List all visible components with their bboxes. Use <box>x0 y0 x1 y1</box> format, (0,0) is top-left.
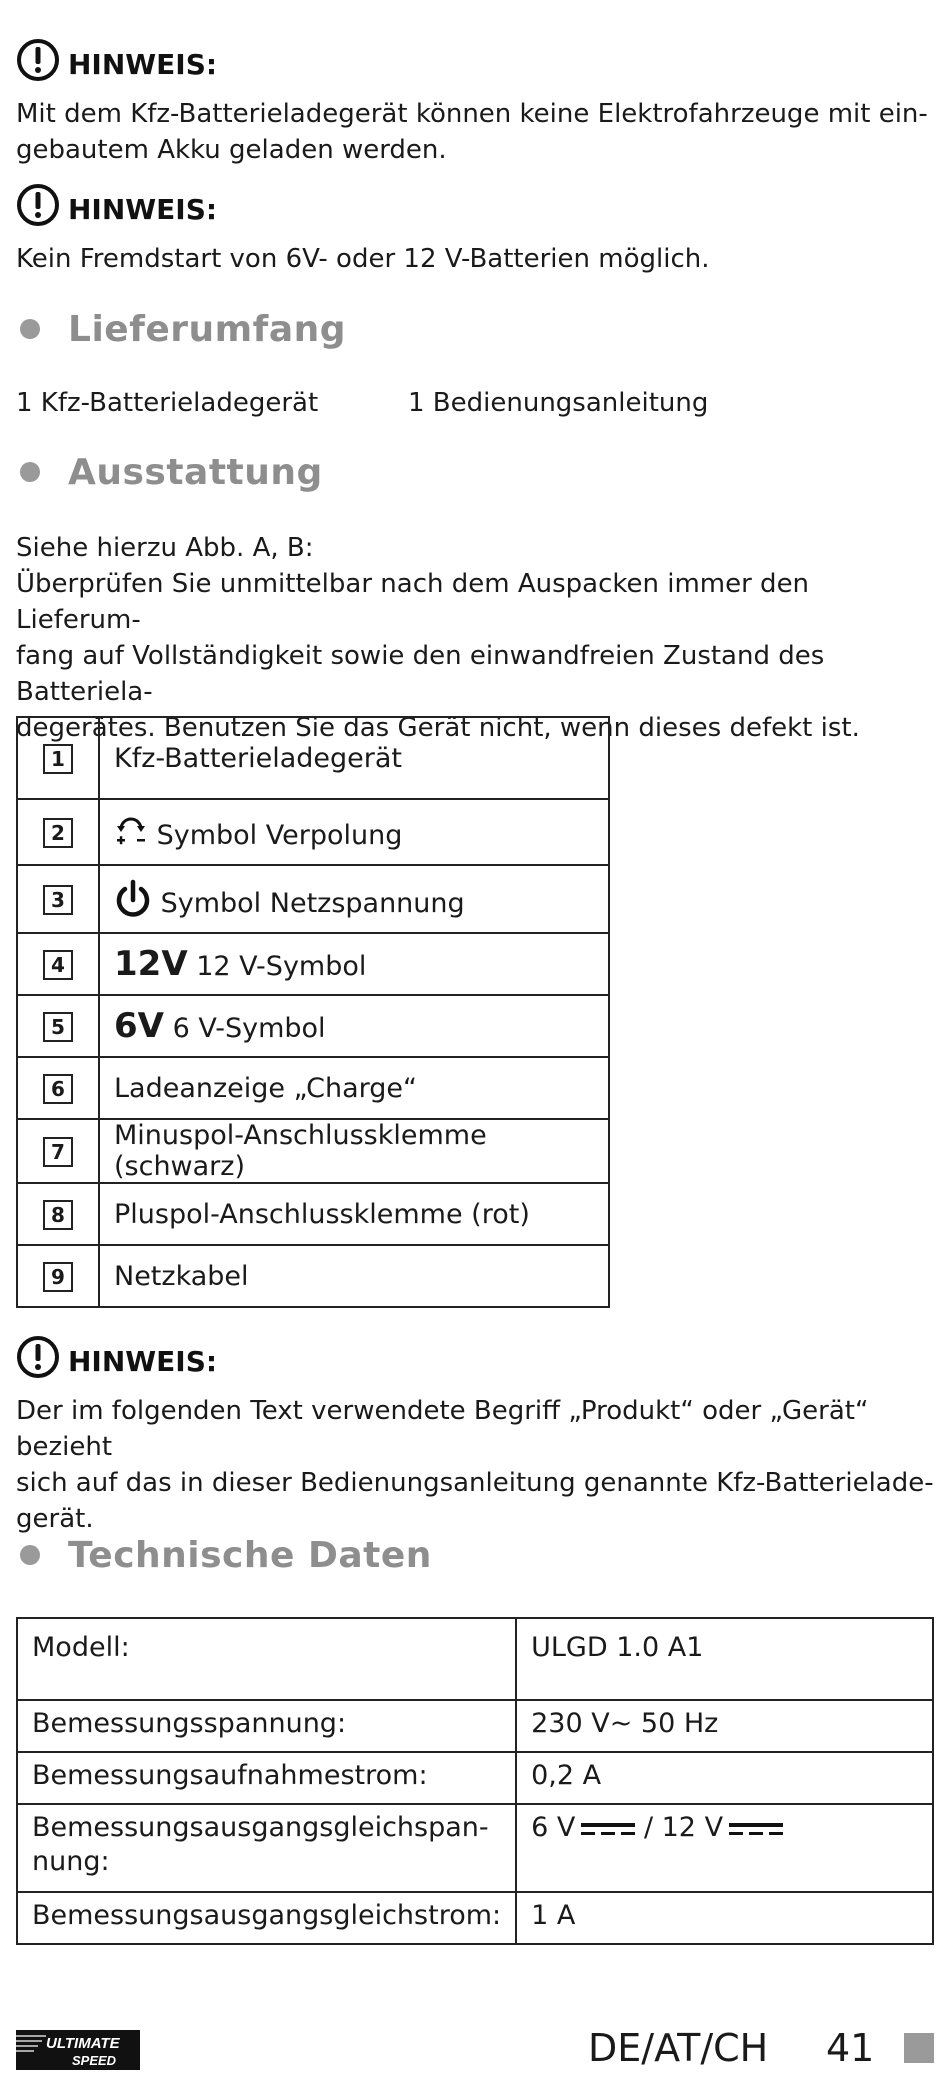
page-marker <box>904 2033 934 2063</box>
section-ausstattung <box>20 447 323 497</box>
table-row <box>17 1752 933 1804</box>
table-row <box>17 933 609 995</box>
note-label: HINWEIS: <box>68 48 218 81</box>
text-line: sich auf das in dieser Bedienungsanleitung genannte Kfz-Batterielade- <box>16 1468 934 1498</box>
value-part: 6 V <box>531 1812 576 1843</box>
note-header <box>16 38 217 82</box>
feature-desc: Kfz-Batterieladegerät <box>114 742 403 774</box>
text-line: degerätes. Benutzen Sie das Gerät nicht, wenn dieses defekt ist. <box>16 713 860 743</box>
feature-number: 4 <box>43 950 73 980</box>
section-title: Lieferumfang <box>68 308 347 350</box>
feature-symbol: 12V <box>114 944 188 984</box>
feature-desc: 12 V-Symbol <box>196 951 367 982</box>
feature-desc: Symbol Netzspannung <box>160 888 465 919</box>
exclamation-circle-icon <box>16 1335 60 1379</box>
section-technische-daten <box>20 1530 432 1580</box>
spec-label: Bemessungsaufnahmestrom: <box>17 1752 516 1804</box>
spec-label: Modell: <box>17 1618 516 1700</box>
note-3-text <box>16 1393 941 1537</box>
feature-number: 9 <box>43 1262 73 1292</box>
table-row <box>17 1119 609 1183</box>
text-line: fang auf Vollständigkeit sowie den einwandfreien Zustand des Batteriela- <box>16 641 825 707</box>
text-line: Siehe hierzu Abb. A, B: <box>16 533 314 563</box>
text-line: Mit dem Kfz-Batterieladegerät können keine Elektrofahrzeuge mit ein- <box>16 99 928 129</box>
region-label: DE/AT/CH <box>588 2026 769 2070</box>
brand-logo <box>16 2030 140 2070</box>
feature-desc: 6 V-Symbol <box>172 1013 326 1044</box>
direct-current-icon <box>729 1821 783 1837</box>
value-separator: / <box>635 1812 662 1843</box>
table-row <box>17 1804 933 1892</box>
feature-number: 2 <box>43 818 73 848</box>
feature-desc: Symbol Verpolung <box>156 819 403 851</box>
table-row <box>17 1892 933 1944</box>
lieferumfang-item-1: 1 Kfz-Batterieladegerät <box>16 388 319 418</box>
lieferumfang-item-2: 1 Bedienungsanleitung <box>408 388 709 418</box>
ultimate-speed-logo <box>16 2030 140 2070</box>
label-line: Bemessungsausgangsgleichspan- <box>32 1812 489 1843</box>
spec-value: ULGD 1.0 A1 <box>516 1618 933 1700</box>
note-header <box>16 183 217 227</box>
direct-current-icon <box>581 1821 635 1837</box>
section-title: Technische Daten <box>68 1534 432 1576</box>
table-row <box>17 1183 609 1245</box>
bullet-icon <box>20 462 40 482</box>
label-line: nung: <box>32 1846 110 1877</box>
exclamation-circle-icon <box>16 183 60 227</box>
table-row <box>17 1618 933 1700</box>
note-label: HINWEIS: <box>68 193 218 226</box>
feature-desc: Minuspol-Anschlussklemme (schwarz) <box>114 1120 487 1182</box>
note-1-text <box>16 96 936 168</box>
feature-desc: Pluspol-Anschlussklemme (rot) <box>114 1198 530 1230</box>
note-2-text <box>16 241 936 277</box>
feature-desc: Netzkabel <box>114 1260 249 1292</box>
power-icon <box>114 878 152 920</box>
page-number: 41 <box>826 2026 875 2070</box>
text-line: gerät. <box>16 1504 94 1534</box>
logo-text-line2: SPEED <box>72 2053 117 2068</box>
feature-number: 8 <box>43 1200 73 1230</box>
exclamation-circle-icon <box>16 38 60 82</box>
note-1 <box>16 38 217 82</box>
spec-value: 0,2 A <box>516 1752 933 1804</box>
note-header <box>16 1335 217 1379</box>
spec-value: 230 V~ 50 Hz <box>516 1700 933 1752</box>
note-3 <box>16 1335 217 1379</box>
spec-label: Bemessungsspannung: <box>17 1700 516 1752</box>
text-line: gebautem Akku geladen werden. <box>16 135 447 165</box>
logo-text-line1: ULTIMATE <box>46 2035 120 2052</box>
feature-number: 5 <box>43 1012 73 1042</box>
text-line: Der im folgenden Text verwendete Begriff „Produkt“ oder „Gerät“ bezieht <box>16 1396 869 1462</box>
table-row <box>17 995 609 1057</box>
spec-label: Bemessungsausgangsgleichstrom: <box>17 1892 516 1944</box>
reverse-polarity-icon <box>114 814 148 848</box>
spec-value <box>516 1804 933 1892</box>
note-2 <box>16 183 217 227</box>
ausstattung-text <box>16 530 936 746</box>
feature-number: 7 <box>43 1137 73 1167</box>
table-row <box>17 865 609 933</box>
value-part: 12 V <box>661 1812 724 1843</box>
section-title: Ausstattung <box>68 451 323 493</box>
feature-table <box>16 716 610 1308</box>
feature-desc: Ladeanzeige „Charge“ <box>114 1072 417 1104</box>
feature-number: 6 <box>43 1074 73 1104</box>
technical-data-table <box>16 1617 934 1945</box>
text-line: Kein Fremdstart von 6V- oder 12 V-Batterien möglich. <box>16 244 710 274</box>
table-row <box>17 1057 609 1119</box>
bullet-icon <box>20 1545 40 1565</box>
spec-value: 1 A <box>516 1892 933 1944</box>
table-row <box>17 799 609 865</box>
table-row <box>17 1245 609 1307</box>
section-lieferumfang <box>20 304 346 354</box>
table-row <box>17 717 609 799</box>
feature-number: 3 <box>43 885 73 915</box>
feature-number: 1 <box>43 744 73 774</box>
bullet-icon <box>20 319 40 339</box>
text-line: Überprüfen Sie unmittelbar nach dem Auspacken immer den Lieferum- <box>16 569 810 635</box>
feature-symbol: 6V <box>114 1006 164 1046</box>
note-label: HINWEIS: <box>68 1345 218 1378</box>
spec-label <box>17 1804 516 1892</box>
table-row <box>17 1700 933 1752</box>
